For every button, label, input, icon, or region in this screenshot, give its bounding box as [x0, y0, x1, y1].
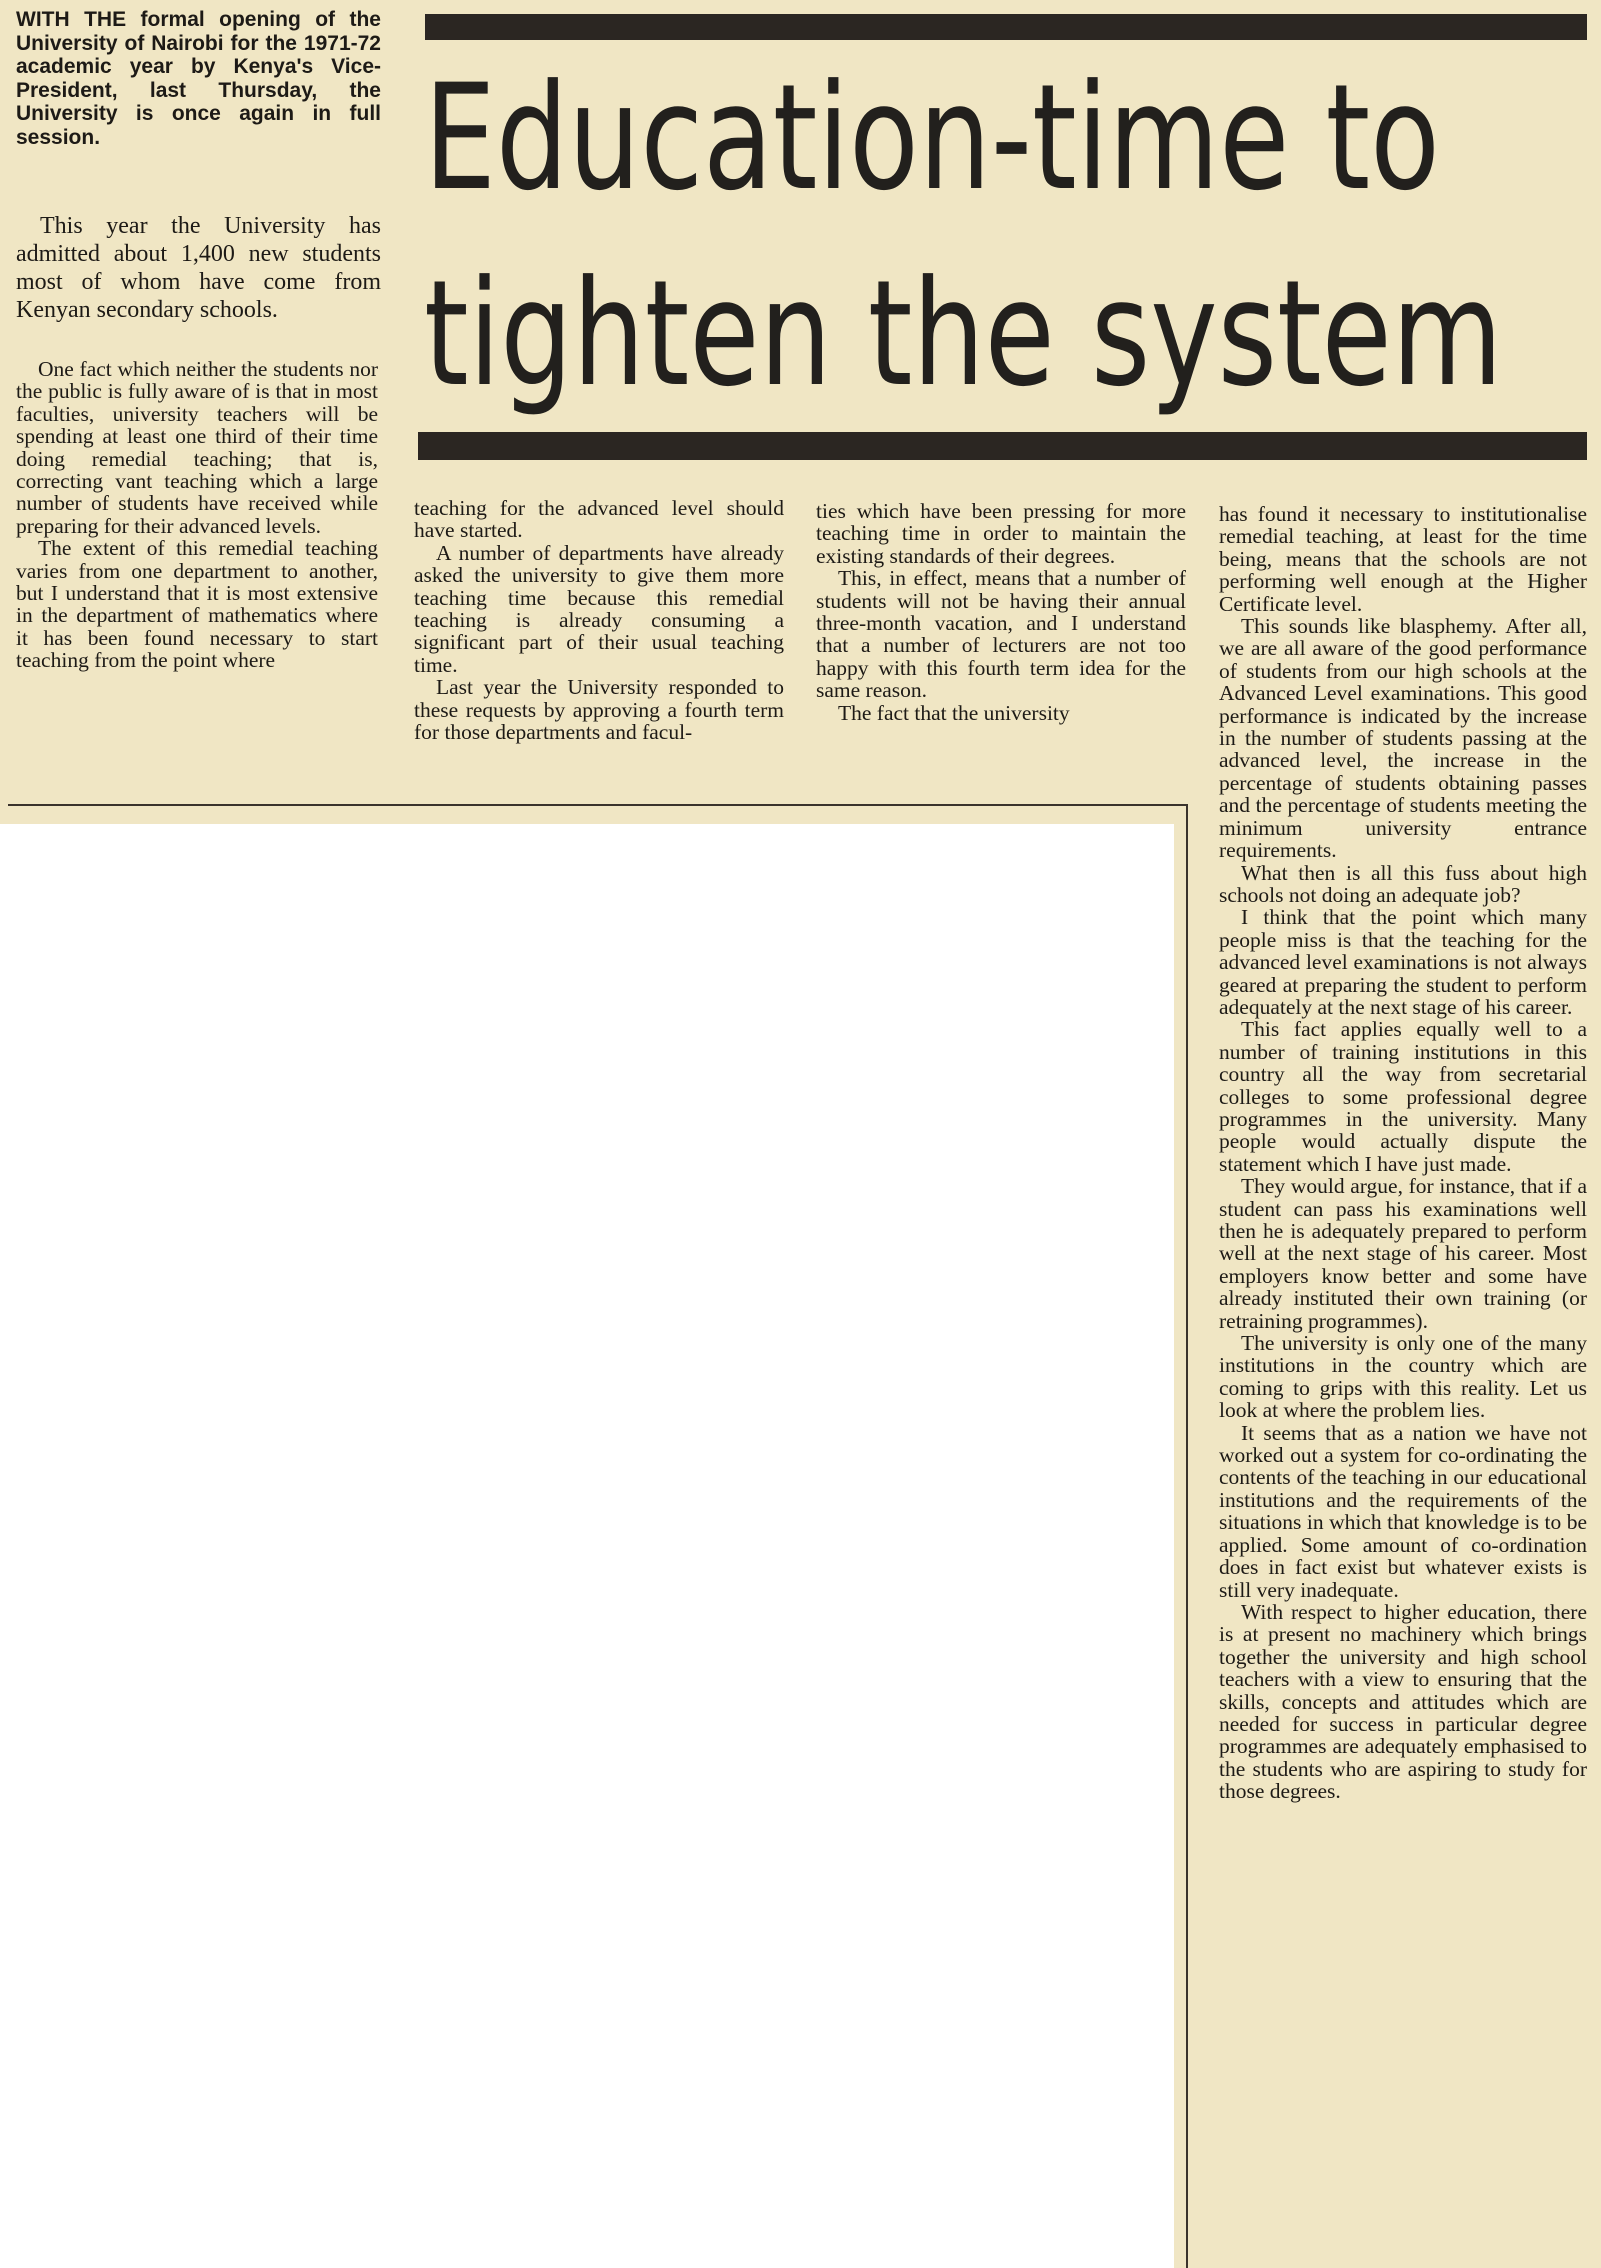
lead-paragraph: This year the University has admitted about 1,400 new students most of whom have come from Kenyan secondary schools. — [16, 213, 381, 323]
headline-rule-top — [425, 14, 1587, 40]
paragraph: Last year the University responded to these requests by approving a fourth term for those departments and facul- — [414, 675, 784, 745]
paragraph: ties which have been pressing for more teaching time in order to maintain the existing standards of their degrees. — [816, 500, 1186, 568]
paragraph: The fact that the university — [838, 700, 1070, 725]
article-column-3 — [816, 500, 1186, 796]
paragraph: It seems that as a nation we have not worked out a system for co-ordinating the contents of the teaching in our educational institutions and the requirements of the situations in which that knowledge is to be applied. Some amount of co-ordination does in fact exist but whatever exists is still very inadequate. — [1219, 1420, 1587, 1602]
paragraph: The university is only one of the many institutions in the country which are coming to grips with this reality. Let us look at where the problem lies. — [1219, 1331, 1587, 1423]
article-column-4 — [1219, 503, 1587, 2265]
paragraph: One fact which neither the students nor the public is fully aware of is that in most faculties, university teachers will be spending at least one third of their time doing remedial teaching; that is, correcting vant teaching which a large number of students have received while preparing for their advanced levels. — [16, 358, 378, 538]
headline-line-2: tighten the system — [424, 249, 1503, 419]
paragraph: With respect to higher education, there is at present no machinery which brings together the university and high school teachers with a view to ensuring that the skills, concepts and attitudes which are needed for success in particular degree programmes are adequately emphasised to the students who are aspiring to study for those degrees. — [1219, 1599, 1587, 1804]
headline-line-1: Education-time to — [424, 53, 1440, 223]
paragraph: The extent of this remedial teaching varies from one department to another, but I understand that it is most extensive in the department of mathematics where it has been found necessary to start teaching from the point where — [16, 536, 378, 673]
clipping-cut-line-horizontal — [8, 804, 1188, 806]
paragraph: teaching for the advanced level should have started. — [414, 497, 784, 543]
article-column-2 — [414, 497, 784, 793]
paragraph: They would argue, for instance, that if a student can pass his examinations well then he is adequately prepared to perform well at the next stage of his career. Most employers know better and some have already instituted their own training (or retraining programmes). — [1219, 1174, 1587, 1333]
intro-paragraph: WITH THE formal opening of the University of Nairobi for the 1971-72 academic year by Kenya's Vice-President, last Thursday, the University is once again in full session. — [16, 8, 381, 149]
clipping-cut-line-vertical — [1186, 804, 1188, 2268]
article-column-1 — [16, 358, 378, 790]
paragraph: This, in effect, means that a number of students will not be having their annual three-month vacation, and I understand that a number of lecturers are not too happy with this fourth term idea for the same reason. — [816, 566, 1186, 703]
paragraph: This sounds like blasphemy. After all, we are all aware of the good performance of students from our high schools at the Advanced Level examinations. This good performance is indicated by the increase in the number of students passing at the advanced level, the increase in the percentage of students obtaining passes and the percentage of students meeting the minimum university entrance requirements. — [1219, 614, 1587, 863]
paragraph: I think that the point which many people miss is that the teaching for the advanced level examinations is not always geared at preparing the student to perform adequately at the next stage of his career. — [1219, 905, 1587, 1019]
paragraph: What then is all this fuss about high schools not doing an adequate job? — [1219, 860, 1587, 907]
paragraph: A number of departments have already asked the university to give them more teaching time because this remedial teaching is already consuming a significant part of their usual teaching time. — [414, 540, 784, 677]
headline-rule-bottom — [418, 432, 1587, 460]
paragraph: has found it necessary to institutionalise remedial teaching, at least for the time being, means that the schools are not performing well enough at the Higher Certificate level. — [1219, 503, 1587, 616]
paragraph: This fact applies equally well to a number of training institutions in this country all the way from secretarial colleges to some professional degree programmes in the university. Many people would actually dispute the statement which I have just made. — [1219, 1017, 1587, 1176]
headline — [424, 40, 1503, 430]
